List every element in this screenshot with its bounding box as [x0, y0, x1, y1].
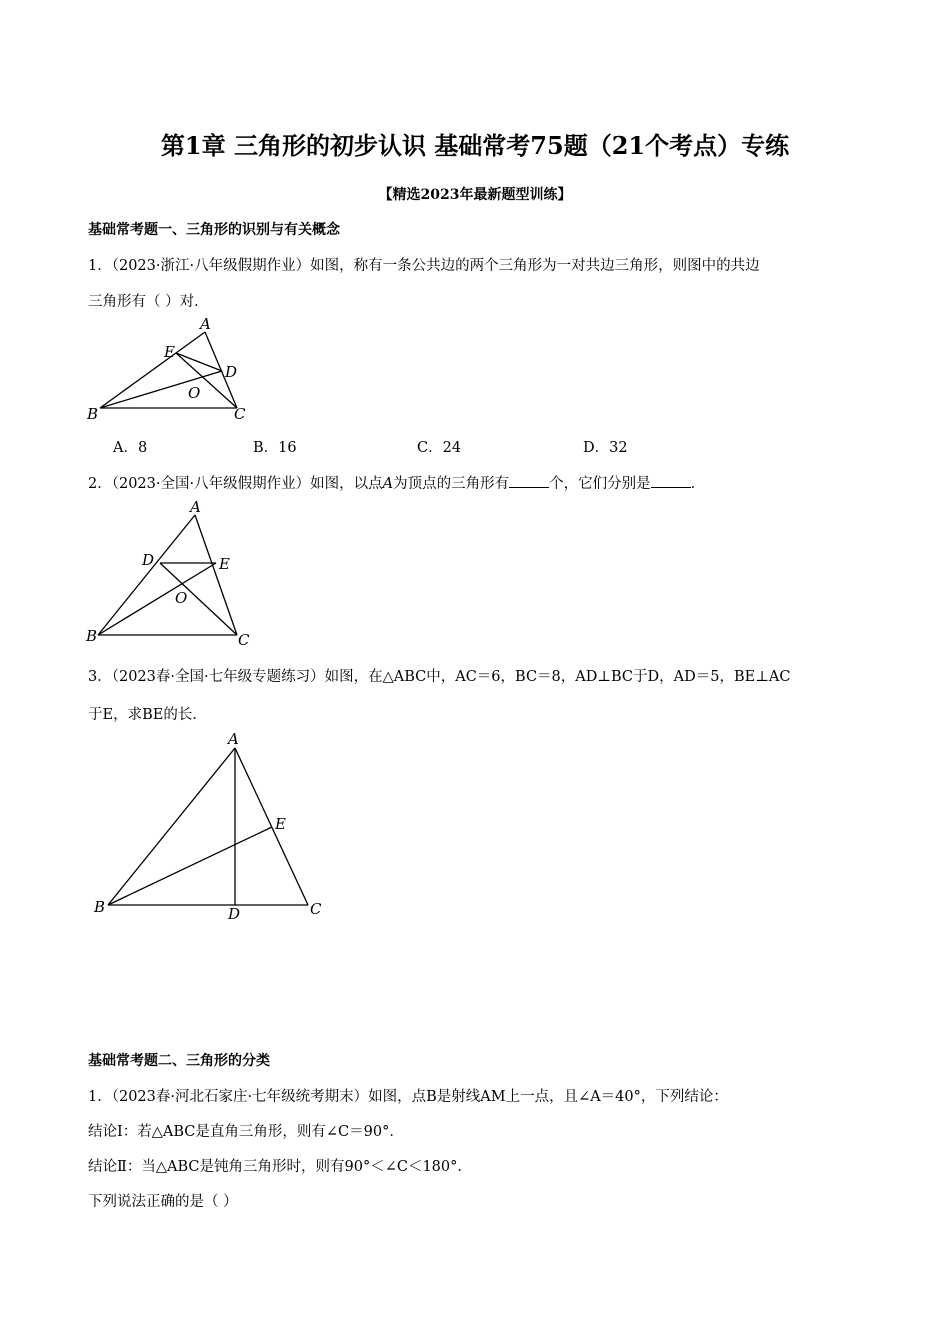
- question-2-prefix: 2．（2023·全国·八年级假期作业）如图，以点: [88, 476, 383, 492]
- question-s2-1-line2: 结论Ⅰ：若△ABC是直角三角形，则有∠C＝90°．: [88, 1124, 404, 1140]
- option-d: D．32: [583, 440, 628, 456]
- label-C: C: [238, 631, 250, 649]
- label-A: A: [228, 730, 239, 748]
- option-b: B．16: [253, 440, 297, 456]
- figure-q3: [88, 730, 338, 930]
- label-O: O: [188, 384, 201, 402]
- label-C: C: [310, 900, 322, 918]
- figure-q2: [80, 495, 280, 650]
- label-E: E: [219, 555, 230, 573]
- option-a: A．8: [113, 440, 148, 456]
- label-B: B: [94, 898, 106, 916]
- question-1-line1: 1．（2023·浙江·八年级假期作业）如图，称有一条公共边的两个三角形为一对共边三角形，则图中的共边: [88, 258, 760, 274]
- label-D: D: [225, 363, 238, 381]
- question-2: [88, 472, 705, 493]
- question-s2-1-line1: 1．（2023春·河北石家庄·七年级统考期末）如图，点B是射线AM上一点，且∠A＝40°，下列结论：: [88, 1089, 728, 1105]
- question-2-mid: 为顶点的三角形有: [393, 476, 510, 492]
- section-heading-1: 基础常考题一、三角形的识别与有关概念: [88, 222, 340, 238]
- question-s2-1-line3: 结论Ⅱ：当△ABC是钝角三角形时，则有90°＜∠C＜180°．: [88, 1159, 472, 1175]
- label-B: B: [86, 627, 98, 645]
- page-title: 第1章 三角形的初步认识 基础常考75题（21个考点）专练: [160, 131, 790, 160]
- page-subtitle: 【精选2023年最新题型训练】: [378, 187, 572, 203]
- label-D: D: [228, 905, 241, 923]
- figure-q1: [80, 315, 280, 425]
- label-E: E: [164, 343, 175, 361]
- label-D: D: [142, 551, 155, 569]
- answer-blank-2[interactable]: [651, 473, 691, 488]
- section-heading-2: 基础常考题二、三角形的分类: [88, 1053, 270, 1069]
- question-s2-1-line4: 下列说法正确的是（ ）: [88, 1194, 238, 1210]
- label-C: C: [234, 405, 246, 423]
- question-3-line2: 于E，求BE的长．: [88, 707, 207, 723]
- label-A: A: [200, 315, 211, 333]
- question-2-point: A: [382, 476, 394, 492]
- label-E: E: [275, 815, 286, 833]
- question-2-end: ．: [690, 476, 706, 492]
- option-c: C．24: [417, 440, 462, 456]
- label-A: A: [190, 498, 201, 516]
- answer-blank-1[interactable]: [509, 473, 549, 488]
- label-O: O: [175, 589, 188, 607]
- label-B: B: [87, 405, 99, 423]
- question-1-line2: 三角形有（ ）对．: [88, 294, 209, 310]
- question-3-line1: 3．（2023春·全国·七年级专题练习）如图，在△ABC中，AC＝6，BC＝8，AD⊥BC于D，AD＝5，BE⊥AC: [88, 669, 791, 685]
- question-2-mid2: 个，它们分别是: [549, 476, 651, 492]
